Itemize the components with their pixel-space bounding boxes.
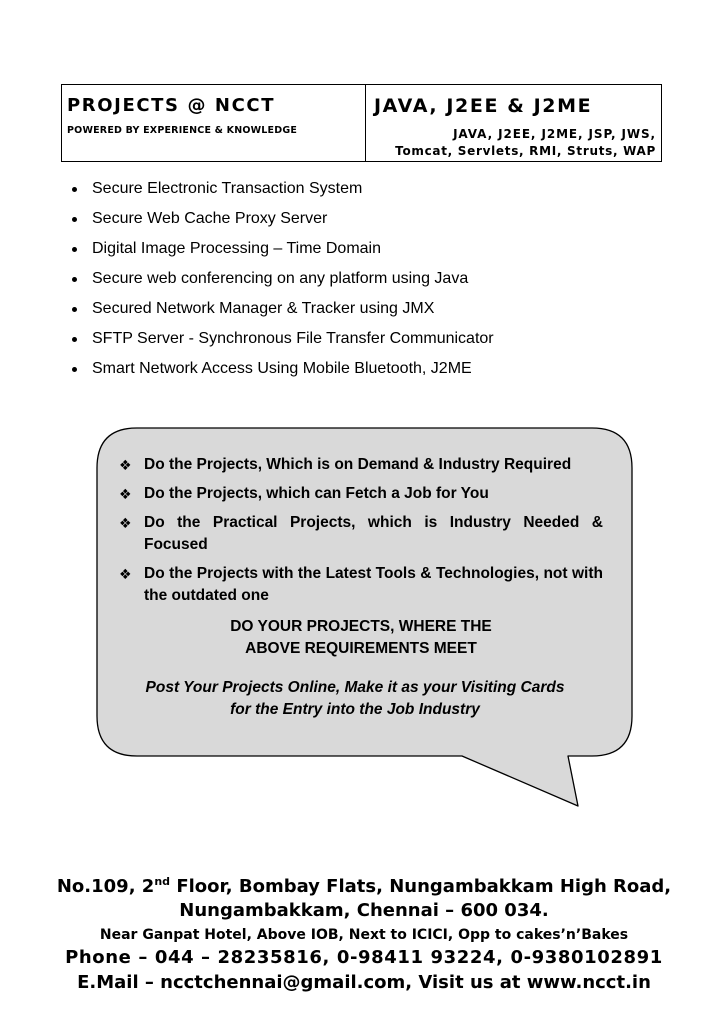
project-title: Digital Image Processing – Time Domain (92, 240, 382, 257)
address-line1 (0, 870, 728, 899)
bubble-point-text: Do the Projects with the Latest Tools & Technologies, not with the outdated one (144, 565, 603, 604)
project-title: Secure Web Cache Proxy Server (92, 210, 328, 227)
project-title: Secure Electronic Transaction System (92, 180, 363, 197)
diamond-bullet-icon: ❖ (119, 457, 132, 473)
call-to-action (119, 616, 603, 660)
address-street: Floor, Bombay Flats, Nungambakkam High Road, (170, 876, 672, 897)
bubble-point (119, 512, 603, 556)
bubble-point (119, 563, 603, 607)
bubble-point-text: Do the Projects, which can Fetch a Job for You (144, 485, 489, 502)
technology-list-line2: Tomcat, Servlets, RMI, Struts, WAP (395, 144, 656, 158)
bubble-point-text: Do the Practical Projects, which is Industry Needed & Focused (144, 514, 603, 553)
technology-title: JAVA, J2EE & J2ME (374, 95, 593, 117)
post-projects-note (107, 677, 603, 721)
email-web-line: E.Mail – ncctchennai@gmail.com, Visit us at www.ncct.in (77, 972, 651, 993)
phone-line: Phone – 044 – 28235816, 0-98411 93224, 0-9380102891 (65, 947, 663, 968)
company-tagline: POWERED BY EXPERIENCE & KNOWLEDGE (67, 125, 298, 136)
project-title: SFTP Server - Synchronous File Transfer Communicator (92, 330, 494, 347)
address-line2: Nungambakkam, Chennai – 600 034. (179, 900, 549, 921)
contact-footer (0, 870, 728, 996)
bubble-point (119, 454, 603, 476)
diamond-bullet-icon: ❖ (119, 566, 132, 582)
cta-line2: ABOVE REQUIREMENTS MEET (245, 640, 477, 657)
floor-ordinal: nd (154, 875, 171, 888)
technology-list-line1: JAVA, J2EE, J2ME, JSP, JWS, (453, 127, 656, 141)
post-line2: for the Entry into the Job Industry (230, 701, 480, 718)
diamond-bullet-icon: ❖ (119, 486, 132, 502)
landmark-line: Near Ganpat Hotel, Above IOB, Next to ICICI, Opp to cakes’n’Bakes (99, 927, 629, 943)
bubble-point (119, 483, 603, 505)
cta-line1: DO YOUR PROJECTS, WHERE THE (230, 618, 492, 635)
speech-bubble-content (119, 454, 603, 721)
project-title: Secured Network Manager & Tracker using JMX (92, 300, 435, 317)
company-title: PROJECTS @ NCCT (67, 95, 276, 116)
address-number: No.109, 2 (56, 876, 155, 897)
diamond-bullet-icon: ❖ (119, 515, 132, 531)
post-line1: Post Your Projects Online, Make it as your Visiting Cards (145, 679, 565, 696)
project-title: Secure web conferencing on any platform using Java (92, 270, 469, 287)
project-title: Smart Network Access Using Mobile Bluetooth, J2ME (92, 360, 472, 377)
bubble-point-text: Do the Projects, Which is on Demand & Industry Required (144, 456, 572, 473)
